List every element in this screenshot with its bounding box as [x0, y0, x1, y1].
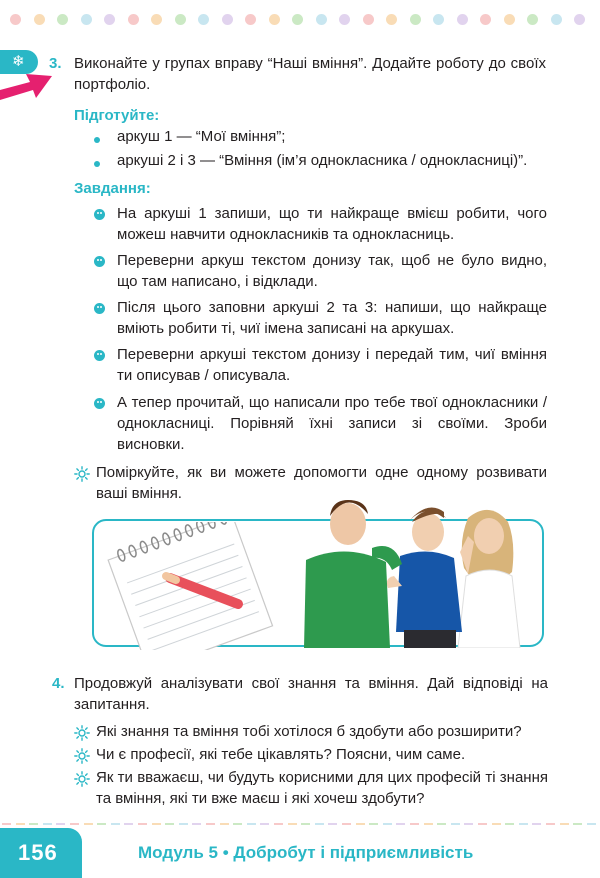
decorative-dash — [206, 823, 215, 825]
decorative-dash — [587, 823, 596, 825]
decorative-dot — [222, 14, 233, 25]
smiley-bullet-icon — [94, 303, 105, 314]
decorative-dot — [410, 14, 421, 25]
decorative-dot — [57, 14, 68, 25]
task-text: Продовжуй аналізувати свої знання та вміння. Дай відповіді на запитання. — [74, 675, 548, 713]
prepare-heading: Підготуйте: — [74, 107, 160, 124]
decorative-dash — [43, 823, 52, 825]
decorative-dot — [128, 14, 139, 25]
decorative-dash — [152, 823, 161, 825]
decorative-dash — [165, 823, 174, 825]
decorative-dash — [138, 823, 147, 825]
question-item: Як ти вважаєш, чи будуть корисними для цих професій ті знання та вміння, які ти вже маєш і які хочеш здобути? — [96, 769, 548, 807]
task-item: А тепер прочитай, що написали про тебе твої однокласники / однокласниці. Порівняй їхні записи зі своїми. Зроби висновки. — [117, 394, 547, 453]
decorative-dot — [151, 14, 162, 25]
decorative-dot — [316, 14, 327, 25]
dot-bullet-icon — [94, 137, 100, 143]
task-item: Переверни аркуші текстом донизу і передай тим, чиї вміння ти описував / описувала. — [117, 346, 547, 384]
sun-icon — [74, 725, 90, 741]
decorative-dash — [220, 823, 229, 825]
module-title: Модуль 5 • Добробут і підприємливість — [138, 843, 474, 862]
children-illustration — [296, 490, 546, 648]
decorative-dash — [573, 823, 582, 825]
footer-dash-line — [0, 823, 600, 827]
decorative-dash — [383, 823, 392, 825]
decorative-dash — [342, 823, 351, 825]
decorative-dash — [546, 823, 555, 825]
decorative-dot — [527, 14, 538, 25]
question-item: Чи є професії, які тебе цікавлять? Поясни, чим саме. — [96, 746, 466, 763]
page-number: 156 — [18, 840, 58, 865]
decorative-dot — [363, 14, 374, 25]
decorative-dash — [16, 823, 25, 825]
list-item: аркуші 2 і 3 — “Вміння (ім’я однокласника / однокласниці)”. — [117, 152, 528, 169]
decorative-dash — [70, 823, 79, 825]
decorative-dot — [433, 14, 444, 25]
decorative-dot — [292, 14, 303, 25]
decorative-dash — [56, 823, 65, 825]
decorative-dot — [104, 14, 115, 25]
decorative-dash — [410, 823, 419, 825]
reflect-text: Поміркуйте, як ви можете допомогти одне одному розвивати ваші вміння. — [96, 464, 547, 502]
decorative-dash — [192, 823, 201, 825]
decorative-dash — [247, 823, 256, 825]
decorative-dash — [396, 823, 405, 825]
sun-icon — [74, 466, 90, 482]
pointer-arrow-icon — [0, 66, 56, 106]
decorative-dash — [451, 823, 460, 825]
decorative-dash — [532, 823, 541, 825]
task-text: Виконайте у групах вправу “Наші вміння”. Додайте роботу до своїх портфоліо. — [74, 55, 546, 93]
smiley-bullet-icon — [94, 350, 105, 361]
decorative-dot — [245, 14, 256, 25]
decorative-dash — [478, 823, 487, 825]
decorative-dash — [328, 823, 337, 825]
decorative-dash — [260, 823, 269, 825]
decorative-dash — [505, 823, 514, 825]
decorative-dot — [339, 14, 350, 25]
decorative-dash — [179, 823, 188, 825]
task-number: 4. — [52, 675, 65, 692]
decorative-dash — [233, 823, 242, 825]
decorative-dash — [356, 823, 365, 825]
decorative-dash — [97, 823, 106, 825]
task-item: На аркуші 1 запиши, що ти найкраще вмієш робити, чого можеш навчити однокласників та однокласниць. — [117, 205, 547, 243]
decorative-dash — [2, 823, 11, 825]
decorative-dash — [301, 823, 310, 825]
decorative-dot — [198, 14, 209, 25]
decorative-dot — [574, 14, 585, 25]
decorative-dash — [84, 823, 93, 825]
decorative-dots-top — [0, 14, 600, 30]
decorative-dash — [274, 823, 283, 825]
decorative-dot — [34, 14, 45, 25]
decorative-dash — [29, 823, 38, 825]
decorative-dot — [551, 14, 562, 25]
decorative-dash — [492, 823, 501, 825]
smiley-bullet-icon — [94, 256, 105, 267]
decorative-dash — [424, 823, 433, 825]
decorative-dot — [386, 14, 397, 25]
decorative-dot — [504, 14, 515, 25]
decorative-dash — [111, 823, 120, 825]
sun-icon — [74, 748, 90, 764]
sun-icon — [74, 771, 90, 787]
decorative-dash — [519, 823, 528, 825]
decorative-dash — [124, 823, 133, 825]
decorative-dot — [269, 14, 280, 25]
smiley-bullet-icon — [94, 209, 105, 220]
decorative-dot — [175, 14, 186, 25]
decorative-dot — [10, 14, 21, 25]
task-number: 3. — [49, 55, 62, 72]
decorative-dash — [464, 823, 473, 825]
decorative-dot — [457, 14, 468, 25]
decorative-dash — [315, 823, 324, 825]
decorative-dash — [288, 823, 297, 825]
dot-bullet-icon — [94, 161, 100, 167]
task-item: Переверни аркуш текстом донизу так, щоб не було видно, що там написано, і відклади. — [117, 252, 547, 290]
decorative-dash — [560, 823, 569, 825]
decorative-dash — [437, 823, 446, 825]
notebook-illustration — [100, 522, 280, 650]
question-item: Які знання та вміння тобі хотілося б здобути або розширити? — [96, 723, 522, 740]
tasks-heading: Завдання: — [74, 180, 151, 197]
smiley-bullet-icon — [94, 398, 105, 409]
decorative-dash — [369, 823, 378, 825]
list-item: аркуш 1 — “Мої вміння”; — [117, 128, 286, 145]
task-item: Після цього заповни аркуші 2 та 3: напиши, що найкраще вміють робити ті, чиї імена записані на аркушах. — [117, 299, 547, 337]
snowflake-icon: ❄ — [12, 53, 25, 70]
decorative-dot — [81, 14, 92, 25]
decorative-dot — [480, 14, 491, 25]
